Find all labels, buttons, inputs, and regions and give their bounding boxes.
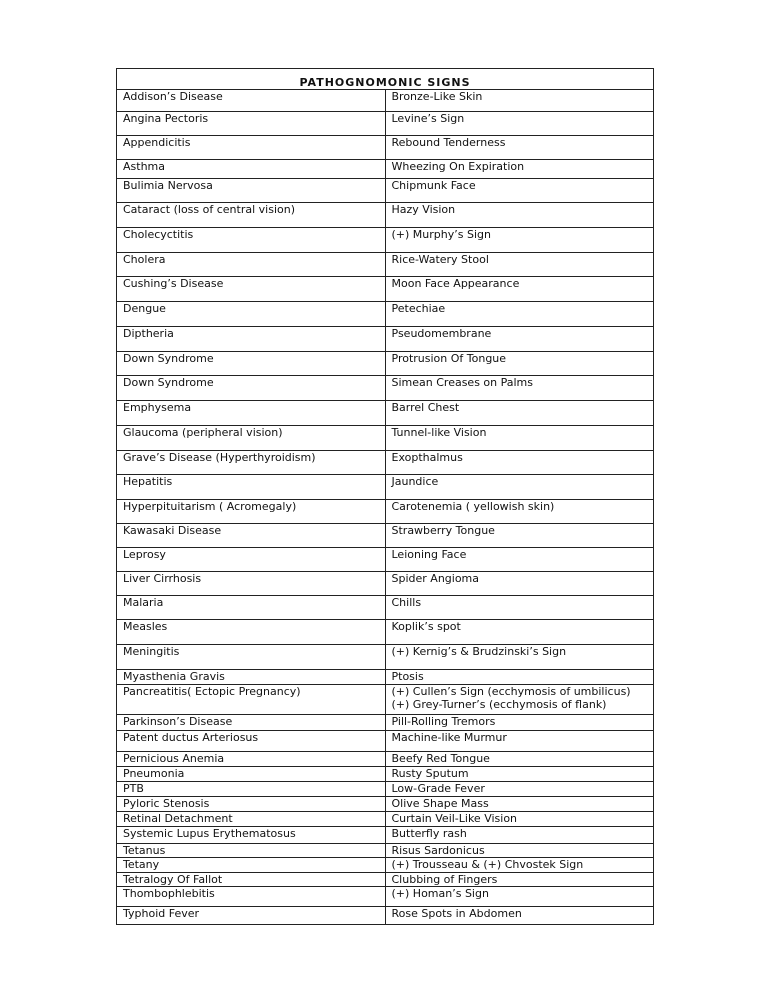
sign-cell (385, 767, 654, 782)
disease-cell: Dengue (117, 302, 386, 327)
sign-text: Pseudomembrane (391, 327, 492, 340)
table-row (117, 160, 654, 179)
table-row (117, 844, 654, 858)
disease-cell: Pneumonia (117, 767, 386, 782)
disease-cell: Tetralogy Of Fallot (117, 873, 386, 887)
disease-cell: Leprosy (117, 548, 386, 572)
table-row (117, 179, 654, 203)
table-row (117, 524, 654, 548)
table-row (117, 620, 654, 645)
sign-cell (385, 620, 654, 645)
sign-cell (385, 160, 654, 179)
sign-cell (385, 645, 654, 670)
table-row (117, 873, 654, 887)
sign-text: Koplik’s spot (391, 620, 461, 633)
sign-cell (385, 731, 654, 752)
sign-text: Jaundice (391, 475, 439, 488)
sign-text: Machine-like Murmur (391, 731, 507, 744)
table-row (117, 475, 654, 500)
title-row (117, 69, 654, 90)
sign-text: Simean Creases on Palms (391, 376, 534, 389)
table-row (117, 203, 654, 228)
table-row (117, 767, 654, 782)
disease-cell: Tetany (117, 858, 386, 873)
sign-text: (+) Murphy’s Sign (391, 228, 491, 241)
disease-cell: Emphysema (117, 401, 386, 426)
disease-cell: Cushing’s Disease (117, 277, 386, 302)
sign-text: Barrel Chest (391, 401, 460, 414)
table-row (117, 827, 654, 844)
sign-text: Ptosis (391, 670, 424, 683)
table-row (117, 112, 654, 136)
sign-text: (+) Trousseau & (+) Chvostek Sign (391, 858, 584, 871)
sign-cell (385, 907, 654, 925)
sign-text: Risus Sardonicus (391, 844, 485, 857)
sign-cell (385, 203, 654, 228)
table-row (117, 731, 654, 752)
sign-text: (+) Homan’s Sign (391, 887, 489, 900)
disease-cell: Cholecyctitis (117, 228, 386, 253)
disease-cell: Cataract (loss of central vision) (117, 203, 386, 228)
sign-text: Beefy Red Tongue (391, 752, 490, 765)
table-row (117, 670, 654, 685)
disease-cell: Pernicious Anemia (117, 752, 386, 767)
sign-text: Bronze-Like Skin (391, 90, 483, 103)
sign-text: Wheezing On Expiration (391, 160, 525, 173)
sign-cell (385, 548, 654, 572)
sign-text: Clubbing of Fingers (391, 873, 498, 886)
sign-text: Hazy Vision (391, 203, 456, 216)
sign-text: Rice-Watery Stool (391, 253, 489, 266)
disease-cell: Addison’s Disease (117, 90, 386, 112)
sign-cell (385, 112, 654, 136)
sign-cell (385, 90, 654, 112)
pathognomonic-signs-table (116, 68, 654, 925)
signs-table (116, 68, 654, 925)
sign-text: Petechiae (391, 302, 446, 315)
sign-cell (385, 228, 654, 253)
sign-cell (385, 858, 654, 873)
table-row (117, 645, 654, 670)
sign-text: Carotenemia ( yellowish skin) (391, 500, 555, 513)
sign-cell (385, 277, 654, 302)
sign-text: Low-Grade Fever (391, 782, 485, 795)
disease-cell: Angina Pectoris (117, 112, 386, 136)
disease-cell: Systemic Lupus Erythematosus (117, 827, 386, 844)
disease-cell: Cholera (117, 253, 386, 277)
sign-text: Rusty Sputum (391, 767, 469, 780)
disease-cell: Diptheria (117, 327, 386, 352)
table-row (117, 277, 654, 302)
sign-cell (385, 873, 654, 887)
sign-text: Tunnel-like Vision (391, 426, 487, 439)
sign-cell (385, 782, 654, 797)
sign-text: Curtain Veil-Like Vision (391, 812, 518, 825)
sign-text: Rose Spots in Abdomen (391, 907, 522, 920)
sign-cell (385, 752, 654, 767)
disease-cell: Kawasaki Disease (117, 524, 386, 548)
table-title: PATHOGNOMONIC SIGNS (117, 69, 654, 90)
sign-text: Leioning Face (391, 548, 467, 561)
sign-cell (385, 715, 654, 731)
sign-cell (385, 887, 654, 907)
table-row (117, 812, 654, 827)
sign-cell (385, 670, 654, 685)
sign-cell (385, 572, 654, 596)
disease-cell: Down Syndrome (117, 376, 386, 401)
sign-text: (+) Kernig’s & Brudzinski’s Sign (391, 645, 567, 658)
table-row (117, 596, 654, 620)
table-row (117, 500, 654, 524)
table-row (117, 90, 654, 112)
sign-cell (385, 451, 654, 475)
disease-cell: PTB (117, 782, 386, 797)
table-row (117, 572, 654, 596)
table-row (117, 401, 654, 426)
table-row (117, 451, 654, 475)
sign-text: Olive Shape Mass (391, 797, 489, 810)
sign-cell (385, 596, 654, 620)
sign-cell (385, 685, 654, 715)
sign-text: Moon Face Appearance (391, 277, 520, 290)
sign-text: Butterfly rash (391, 827, 467, 840)
disease-cell: Patent ductus Arteriosus (117, 731, 386, 752)
disease-cell: Hyperpituitarism ( Acromegaly) (117, 500, 386, 524)
sign-cell (385, 524, 654, 548)
sign-cell (385, 179, 654, 203)
table-row (117, 548, 654, 572)
disease-cell: Parkinson’s Disease (117, 715, 386, 731)
sign-text: Protrusion Of Tongue (391, 352, 507, 365)
table-row (117, 797, 654, 812)
disease-cell: Asthma (117, 160, 386, 179)
disease-cell: Myasthenia Gravis (117, 670, 386, 685)
disease-cell: Hepatitis (117, 475, 386, 500)
sign-cell (385, 500, 654, 524)
sign-cell (385, 136, 654, 160)
table-row (117, 752, 654, 767)
disease-cell: Bulimia Nervosa (117, 179, 386, 203)
table-body (117, 90, 654, 925)
disease-cell: Retinal Detachment (117, 812, 386, 827)
table-row (117, 352, 654, 376)
sign-text: Chills (391, 596, 422, 609)
sign-cell (385, 376, 654, 401)
table-row (117, 327, 654, 352)
table-row (117, 782, 654, 797)
sign-cell (385, 352, 654, 376)
sign-text: Spider Angioma (391, 572, 480, 585)
table-row (117, 136, 654, 160)
table-row (117, 426, 654, 451)
sign-cell (385, 844, 654, 858)
table-row (117, 228, 654, 253)
table-row (117, 858, 654, 873)
table-row (117, 253, 654, 277)
sign-cell (385, 426, 654, 451)
sign-cell (385, 475, 654, 500)
table-row (117, 887, 654, 907)
sign-text: (+) Grey-Turner’s (ecchymosis of flank) (391, 698, 607, 711)
sign-cell (385, 401, 654, 426)
sign-cell (385, 302, 654, 327)
sign-cell (385, 827, 654, 844)
disease-cell: Liver Cirrhosis (117, 572, 386, 596)
table-row (117, 685, 654, 715)
table-row (117, 302, 654, 327)
disease-cell: Glaucoma (peripheral vision) (117, 426, 386, 451)
disease-cell: Thombophlebitis (117, 887, 386, 907)
table-row (117, 907, 654, 925)
disease-cell: Pancreatitis( Ectopic Pregnancy) (117, 685, 386, 715)
sign-text: Chipmunk Face (391, 179, 476, 192)
disease-cell: Measles (117, 620, 386, 645)
table-row (117, 715, 654, 731)
sign-cell (385, 253, 654, 277)
disease-cell: Malaria (117, 596, 386, 620)
sign-text: Pill-Rolling Tremors (391, 715, 496, 728)
disease-cell: Tetanus (117, 844, 386, 858)
sign-text: Levine’s Sign (391, 112, 465, 125)
disease-cell: Typhoid Fever (117, 907, 386, 925)
disease-cell: Meningitis (117, 645, 386, 670)
table-row (117, 376, 654, 401)
sign-text: Rebound Tenderness (391, 136, 506, 149)
disease-cell: Down Syndrome (117, 352, 386, 376)
sign-cell (385, 812, 654, 827)
sign-text: Strawberry Tongue (391, 524, 495, 537)
disease-cell: Pyloric Stenosis (117, 797, 386, 812)
sign-cell (385, 327, 654, 352)
sign-text: (+) Cullen’s Sign (ecchymosis of umbilicus) (391, 685, 631, 698)
disease-cell: Grave’s Disease (Hyperthyroidism) (117, 451, 386, 475)
sign-cell (385, 797, 654, 812)
sign-text: Exopthalmus (391, 451, 463, 464)
disease-cell: Appendicitis (117, 136, 386, 160)
